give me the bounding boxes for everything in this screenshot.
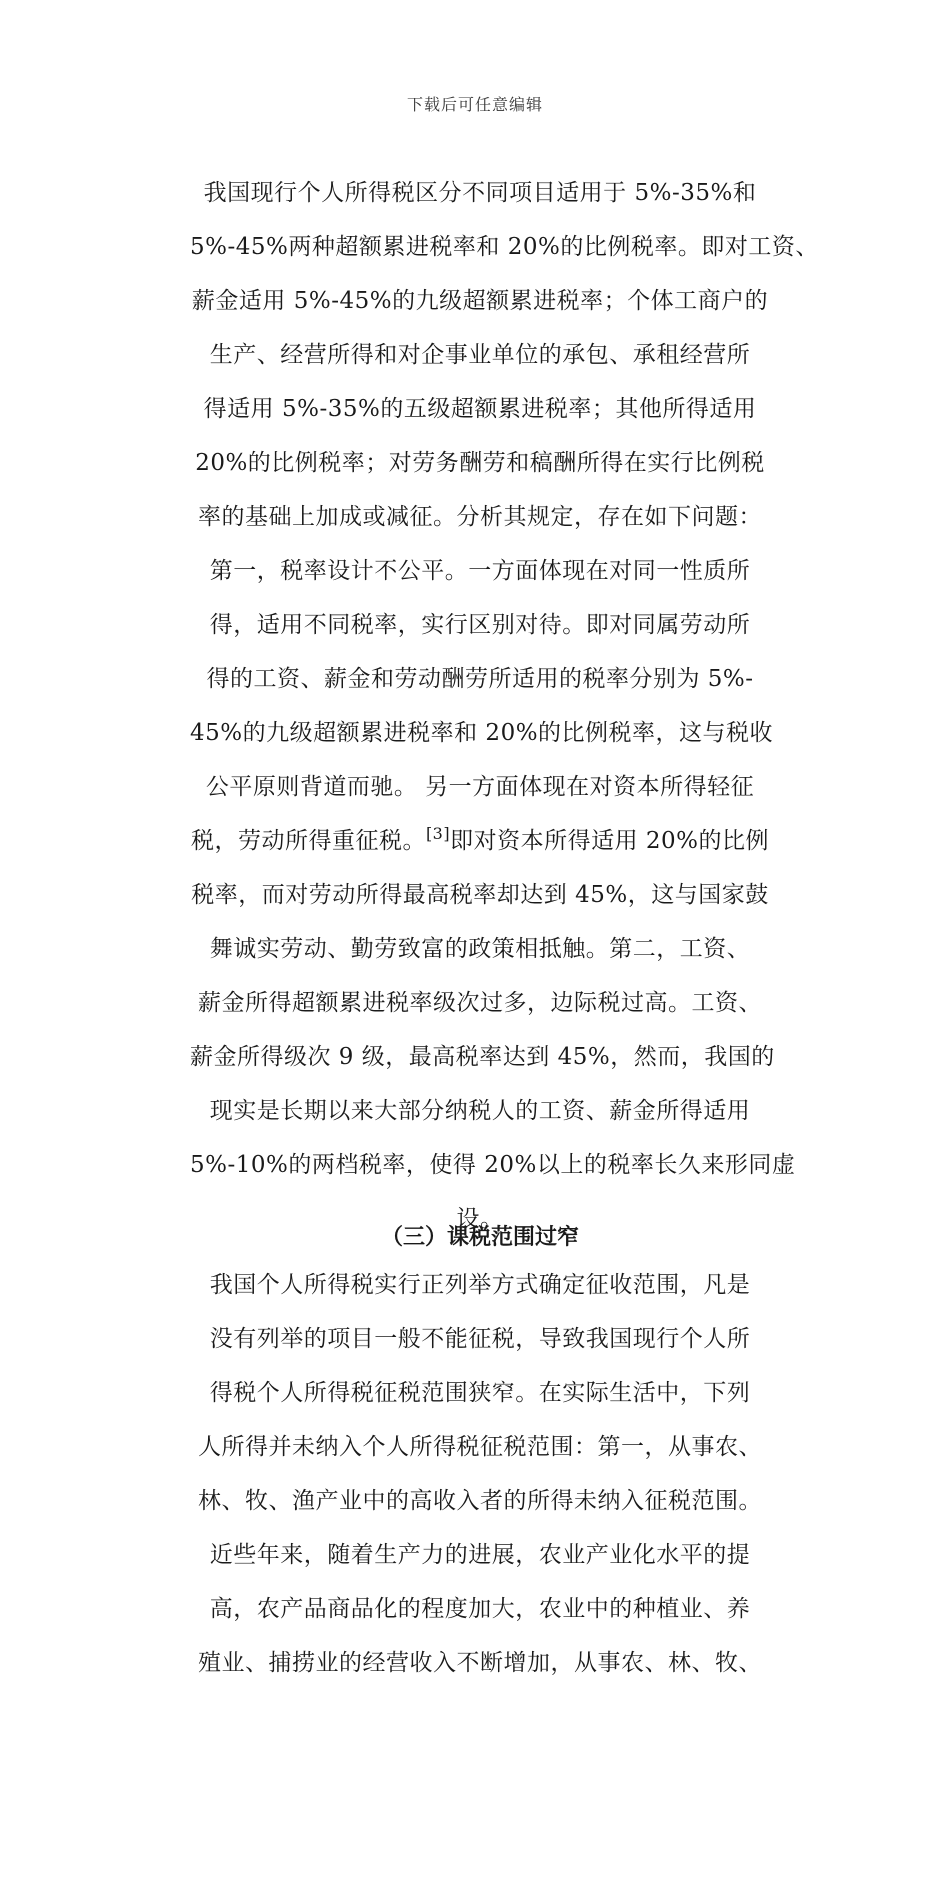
section-heading-block	[190, 1218, 770, 1258]
text-line: 殖业、捕捞业的经营收入不断增加，从事农、林、牧、	[198, 1650, 762, 1676]
text-line: 公平原则背道而驰。 另一方面体现在对资本所得轻征	[205, 774, 755, 800]
text-line: 得，适用不同税率，实行区别对待。即对同属劳动所	[209, 612, 751, 638]
section-heading: （三）课税范围过窄	[380, 1225, 579, 1250]
text-line: 我国现行个人所得税区分不同项目适用于 5%-35%和	[203, 180, 757, 206]
text-line: 薪金所得级次 9 级，最高税率达到 45%，然而，我国的	[190, 1044, 775, 1070]
text-line: 现实是长期以来大部分纳税人的工资、薪金所得适用	[209, 1098, 751, 1124]
text-line: 生产、经营所得和对企事业单位的承包、承租经营所	[209, 342, 751, 368]
text-line: 5%-45%两种超额累进税率和 20%的比例税率。即对工资、	[190, 234, 819, 260]
text-line: 近些年来，随着生产力的进展，农业产业化水平的提	[209, 1542, 751, 1568]
text-line: 薪金所得超额累进税率级次过多，边际税过高。工资、	[198, 990, 762, 1016]
page-header: 下载后可任意编辑	[406, 95, 543, 114]
text-line: 舞诚实劳动、勤劳致富的政策相抵触。第二，工资、	[209, 936, 751, 962]
body-paragraph-1	[190, 166, 819, 1246]
text-line: 没有列举的项目一般不能征税，导致我国现行个人所	[209, 1326, 751, 1352]
text-line: 率的基础上加成或减征。分析其规定，存在如下问题：	[198, 504, 762, 530]
text-line: 税率，而对劳动所得最高税率却达到 45%，这与国家鼓	[191, 882, 769, 908]
text-line-with-citation	[190, 814, 770, 868]
text-line: 得适用 5%-35%的五级超额累进税率；其他所得适用	[203, 396, 757, 422]
text-line: 高，农产品商品化的程度加大，农业中的种植业、养	[209, 1596, 751, 1622]
text-line: 5%-10%的两档税率，使得 20%以上的税率长久来形同虚	[190, 1152, 796, 1178]
line-text-after: 即对资本所得适用 20%的比例	[450, 828, 770, 854]
text-line: 20%的比例税率；对劳务酬劳和稿酬所得在实行比例税	[195, 450, 765, 476]
text-line: 得税个人所得税征税范围狭窄。在实际生活中，下列	[209, 1380, 751, 1406]
line-text-before: 税，劳动所得重征税。	[190, 828, 426, 854]
body-paragraph-2	[190, 1258, 770, 1690]
text-line: 45%的九级超额累进税率和 20%的比例税率，这与税收	[190, 720, 774, 746]
text-line: 第一，税率设计不公平。一方面体现在对同一性质所	[209, 558, 751, 584]
text-line: 薪金适用 5%-45%的九级超额累进税率；个体工商户的	[191, 288, 769, 314]
text-line: 林、牧、渔产业中的高收入者的所得未纳入征税范围。	[198, 1488, 762, 1514]
citation-reference: [3]	[425, 824, 451, 843]
text-line: 设。	[456, 1206, 504, 1232]
text-line: 我国个人所得税实行正列举方式确定征收范围，凡是	[209, 1272, 751, 1298]
text-line: 人所得并未纳入个人所得税征税范围：第一，从事农、	[198, 1434, 762, 1460]
text-line: 得的工资、薪金和劳动酬劳所适用的税率分别为 5%-	[206, 666, 754, 692]
